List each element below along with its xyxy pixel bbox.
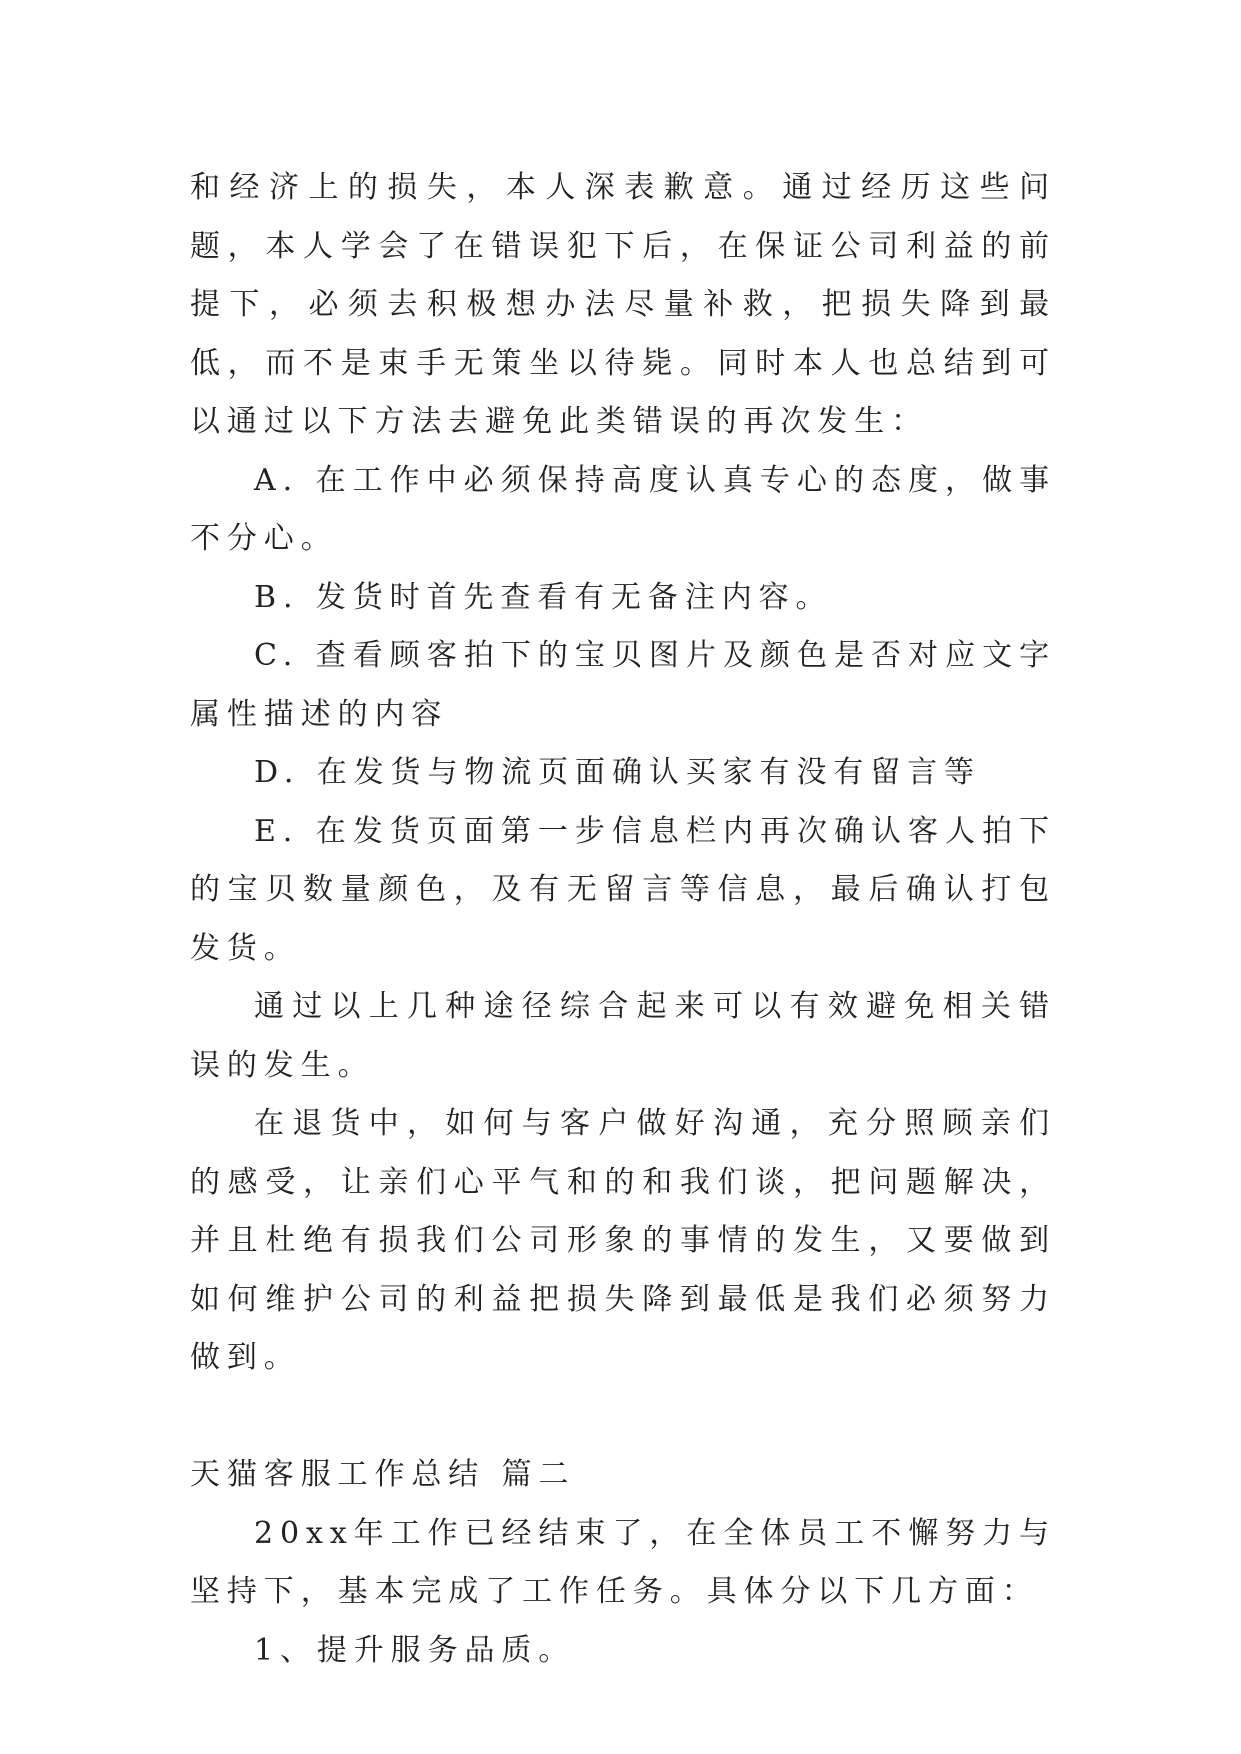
paragraph: 通过以上几种途径综合起来可以有效避免相关错误的发生。 (190, 989, 1056, 1083)
list-item-a: A. 在工作中必须保持高度认真专心的态度，做事不分心。 (190, 462, 1056, 556)
paragraph: 1、提升服务品质。 (254, 1632, 576, 1668)
paragraph: 20xx年工作已经结束了，在全体员工不懈努力与坚持下，基本完成了工作任务。具体分以下几方面： (190, 1515, 1056, 1609)
paragraph: 和经济上的损失，本人深表歉意。通过经历这些问题，本人学会了在错误犯下后，在保证公司利益的前提下，必须去积极想办法尽量补救，把损失降到最低，而不是束手无策坐以待毙。同时本人也总结到可以通过以下方法去避免此类错误的再次发生： (190, 170, 1056, 439)
paragraph: 在退货中，如何与客户做好沟通，充分照顾亲们的感受，让亲们心平气和的和我们谈，把问题解决，并且杜绝有损我们公司形象的事情的发生，又要做到如何维护公司的利益把损失降到最低是我们必须努力做到。 (190, 1106, 1056, 1375)
document-body (190, 159, 1056, 1680)
section-heading: 天猫客服工作总结 篇二 (190, 1457, 576, 1492)
list-item-c: C. 查看顾客拍下的宝贝图片及颜色是否对应文字属性描述的内容 (190, 638, 1056, 732)
list-item-e: E. 在发货页面第一步信息栏内再次确认客人拍下的宝贝数量颜色，及有无留言等信息，最后确认打包发货。 (190, 813, 1056, 966)
list-item-d: D. 在发货与物流页面确认买家有没有留言等 (254, 755, 981, 790)
list-item-b: B. 发货时首先查看有无备注内容。 (254, 579, 833, 615)
